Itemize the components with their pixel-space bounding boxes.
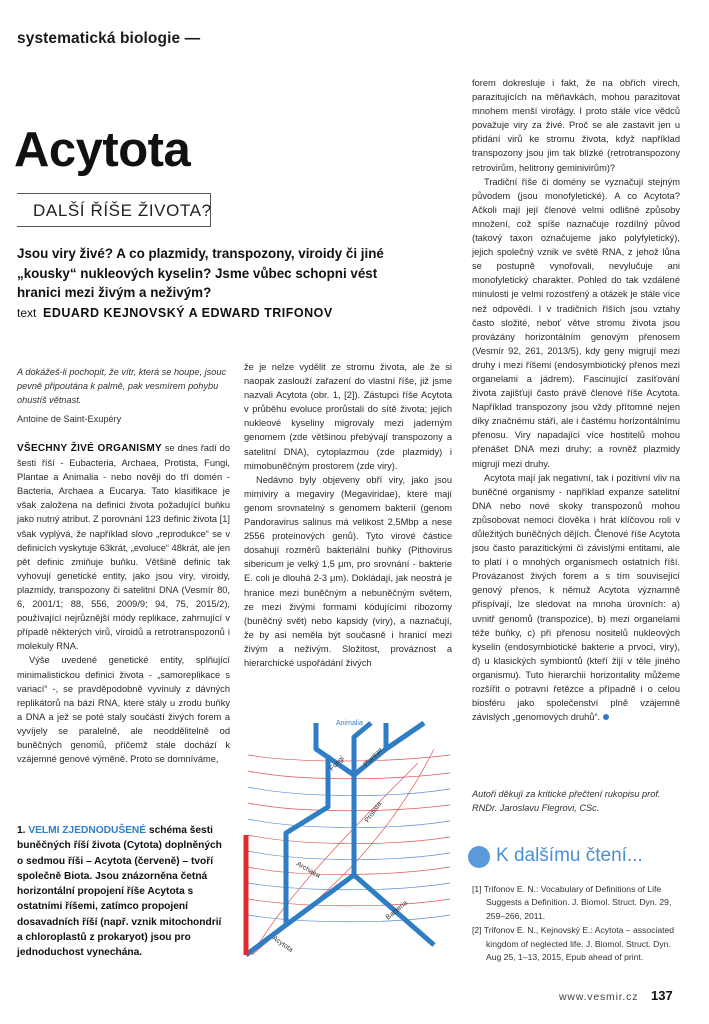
byline-authors: EDUARD KEJNOVSKÝ A EDWARD TRIFONOV <box>43 306 333 320</box>
paragraph: Nedávno byly objeveny obří viry, jako jsou mimiviry a megaviry (Megaviridae), které mají genom srovnatelný s genomem bakterií (genom Pandoravirus salinus má velikost 2,5Mbp a nese 2556 proteinových genů). Tyto virové částice dosahují rozměrů bakteriální buňky (Pithovirus sibericum je velký 1,5 μm, pro srovnání - bakterie E. coli je dlouhá 2-3 μm). Dokládají, jak neostrá je hranice mezi buněčným a nebuněčným světem, ze mezi živými formami kódujícími ribozomy (buněčný svět) nebo kapsidy (viry), a naznačují, že by asi neměla být současně i hranicí mezi živým a neživým. Složitost, prováznost a hierarchické uspořádání živých <box>244 474 452 668</box>
paragraph <box>17 441 230 653</box>
paragraph: forem dokresluje i fakt, že na obřích virech, parazitujících na měňavkách, mohou parazitovat mnohem menší virofágy. I proto stále více vědců považuje viry za živé. Proč se ale zastavit jen u přidání virů ke stromu života, když například transpozony jsou jim tak blízké (retrotranspozony retrovirům, helitrony geminivirům)? <box>472 78 680 173</box>
book-icon <box>468 846 490 868</box>
label-acytota: Acytota <box>270 934 295 955</box>
footer-website[interactable]: www.vesmir.cz <box>559 991 639 1003</box>
acknowledgement: Autoři děkují za kritické přečtení rukopisu prof. RNDr. Jaroslavu Flegrovi, CSc. <box>472 789 661 813</box>
cytota-link <box>248 819 450 828</box>
column-2-body <box>244 360 452 670</box>
acytota-link <box>248 803 450 811</box>
paragraph: že je nelze vydělit ze stromu života, ale že si naopak zaslouží zařazení do vlastní říše, již jsme nazvali Acytota (obr. 1, [2]). Zástupci říše Acytota v průběhu evoluce prorůstali do sítě života; jejich nukleové kyseliny migrovaly mezi jaderným genomem (zde většinou přebývají transpozony a satelitní DNA), cytoplazmou (zde plazmidy) i mimobuněčným prostorem (zde viry). <box>244 362 452 471</box>
article-title: Acytota <box>14 123 191 177</box>
article-lead: Jsou viry živé? A co plazmidy, transpozony, viroidy či jiné „kousky“ nukleových kyselin? Jsme vůbec schopni vést hranici mezi živým a neživým? <box>17 246 384 300</box>
caption-number: 1. <box>17 825 26 836</box>
column-1-body <box>17 441 230 766</box>
label-plantae: Plantae <box>362 746 385 769</box>
acytota-link <box>248 899 450 906</box>
tree-of-life-diagram <box>236 715 452 965</box>
protista-branch <box>386 723 424 749</box>
caption-highlight: VELMI ZJEDNODUŠENÉ <box>28 825 147 836</box>
paragraph: Tradiční říše či domény se vyznačují stejným původem (jsou monofyletické). A co Acytota? Ačkoli mají její členové velmi odlišné způsoby množení, což spíše naznačuje rozdílný původ (takový taxon označujeme jako polyfyletický), jejich společný vznik ve světě RNA, z jehož lůna se postupně vynořovali, nevylučuje ani monofyletický charakter. Pohled do tak vzdálené minulosti je velmi rozostřený a otázek je stále více než odpovědí. I v tradičních říších jsou vztahy často složité, neboť větve stromu života jsou provázány horizontálním genovým přenosem (Vesmír 92, 261, 2013/5), kdy geny migrují mezi druhy i mezi říšemi (endosymbiotický přenos mezi organelami a jádrem). Fascinující zasíťování života zajišťují často právě členové říše Acytota. Například transpozony jsou vždy přítomné nejen díky značnému stáří, ale i častému horizontálnímu přenosu. Viry napadající více hostitelů mohou přenášet DNA mezi druhy; a rovněž plazmidy migrují mezi druhy. <box>472 176 680 469</box>
label-archaea: Archaea <box>295 860 322 880</box>
label-bacteria: Bacteria <box>384 899 409 922</box>
references-list <box>472 883 682 965</box>
byline <box>17 306 333 320</box>
epigraph: A dokážeš-li pochopit, že vítr, která se houpe, jsouc pevně připoutána k palmě, pak vesmírem pohybu ohustíš větnast. <box>17 367 227 406</box>
paragraph <box>472 471 680 725</box>
end-mark-icon <box>603 714 609 720</box>
page-number: 137 <box>651 988 673 1003</box>
reference-item: [2] Trifonov E. N., Kejnovský E.: Acytota – associated kingdom of neglected life. J. Biomol. Struct. Dyn. Aug 25, 1–13, 2015, Epub ahead of print. <box>472 925 675 963</box>
article-subtitle: DALŠÍ ŘÍŠE ŽIVOTA? <box>33 201 212 220</box>
column-3-body <box>472 76 680 724</box>
cytota-link <box>248 787 450 796</box>
caption-text: schéma šesti buněčných říší života (Cytota) doplněných o sedmou říši – Acytota (červeně) – tvoří společně Biota. Jsou znázorněna četná horizontální propojení říše Acytota s ostatními říšemi, zatímco propojení dosavadních říší (např. vznik mitochondrií a chloroplastů z prokaryot) jsou pro jednoduchost vynechána. <box>17 825 222 959</box>
cytota-link <box>248 851 450 860</box>
label-protista: Protista <box>363 800 384 825</box>
cytota-link <box>248 883 450 890</box>
acytota-link <box>248 755 450 761</box>
acytota-link <box>248 867 450 875</box>
horizontal-transfer-lines <box>248 746 450 955</box>
paragraph: Výše uvedené genetické entity, splňující minimalistickou definici života - „samoreplikace s variací“ -, se pravděpodobně vyvinuly z dávných replikátorů na bázi RNA, které stály u zrodu buňky a DNA a jež se poté staly součástí živých forem a vyvíjely se paralelně, ale neoddělitelně od buněčných genomů, přičemž stále dochází k vzájemné genové výměně. Proto se domníváme, <box>17 655 230 765</box>
paragraph-lead-caps: VŠECHNY ŽIVÉ ORGANISMY <box>17 443 162 454</box>
acytota-link <box>248 835 450 844</box>
label-animalia: Animalia <box>336 720 363 727</box>
cytota-link <box>248 915 450 922</box>
figure-caption <box>17 823 229 961</box>
paragraph-text: Acytota mají jak negativní, tak i pozitivní vliv na buněčné organismy - například expanze satelitní DNA nebo nové skoky transpozonů mohou způsobovat nemoci člověka i hrát klíčovou roli v důležitých buněčných dějích. Členové říše Acytota jsou často parazitickými či závislými entitami, ale to platí i o mnohých organismech ostatních říší. Provázanost živých forem a s tím související genový přenos, k němuž Acytota významně přispívají, lze sledovat na mnoha úrovních: a) uvnitř genomů (transpozice), b) mezi organelami téže buňky, c) při přenosu nositelů nukleových kyselin (endosymbiotické bakterie a prvoci, viry), d) u klasických symbiontů (kteří žijí v těle jiného organismu). Tuto hierarchii horizontality můžeme rozšířit o potravní řetězce a případně i o celou biosféru jako společenství plně vzájemně závislých „genomových druhů“. <box>472 472 680 723</box>
epigraph-author: Antoine de Saint-Exupéry <box>17 414 122 424</box>
byline-prefix: text <box>17 306 37 320</box>
paragraph-text: se dnes řadí do šesti říší - Eubacteria, Archaea, Protista, Fungi, Plantae a Animalia - nebo nověji do tří domén - Bacteria, Archaea a Eucarya. Tato klasifikace je však založena na definici života požadující buňku jako nutný atribut. Z porovnání 123 definic života [1] však vyplývá, že například slovo „reprodukce“ se v definicích vyskytuje 63krát, „evoluce“ 48krát, ale jen pět definic zmiňuje buňku. Většině definic tak vyhovují genetické entity, jako jsou viry, viroidy, plazmidy, transpozony či satelitní DNA (Vesmír 80, 6, 2001/1; 88, 556, 2009/9; 94, 75, 2015/2), používající nejrůznější módy replikace, zahrnující v případě některých virů, viroidů a retrotranspozonů i molekuly RNA. <box>17 443 230 652</box>
label-fungi: Fungi <box>328 755 346 773</box>
reference-item: [1] Trifonov E. N.: Vocabulary of Definitions of Life Suggests a Definition. J. Biomol. Struct. Dyn. 29, 259–266, 2011. <box>472 884 672 921</box>
further-reading-title: K dalšímu čtení... <box>496 845 643 866</box>
section-label: systematická biologie — <box>17 30 201 47</box>
